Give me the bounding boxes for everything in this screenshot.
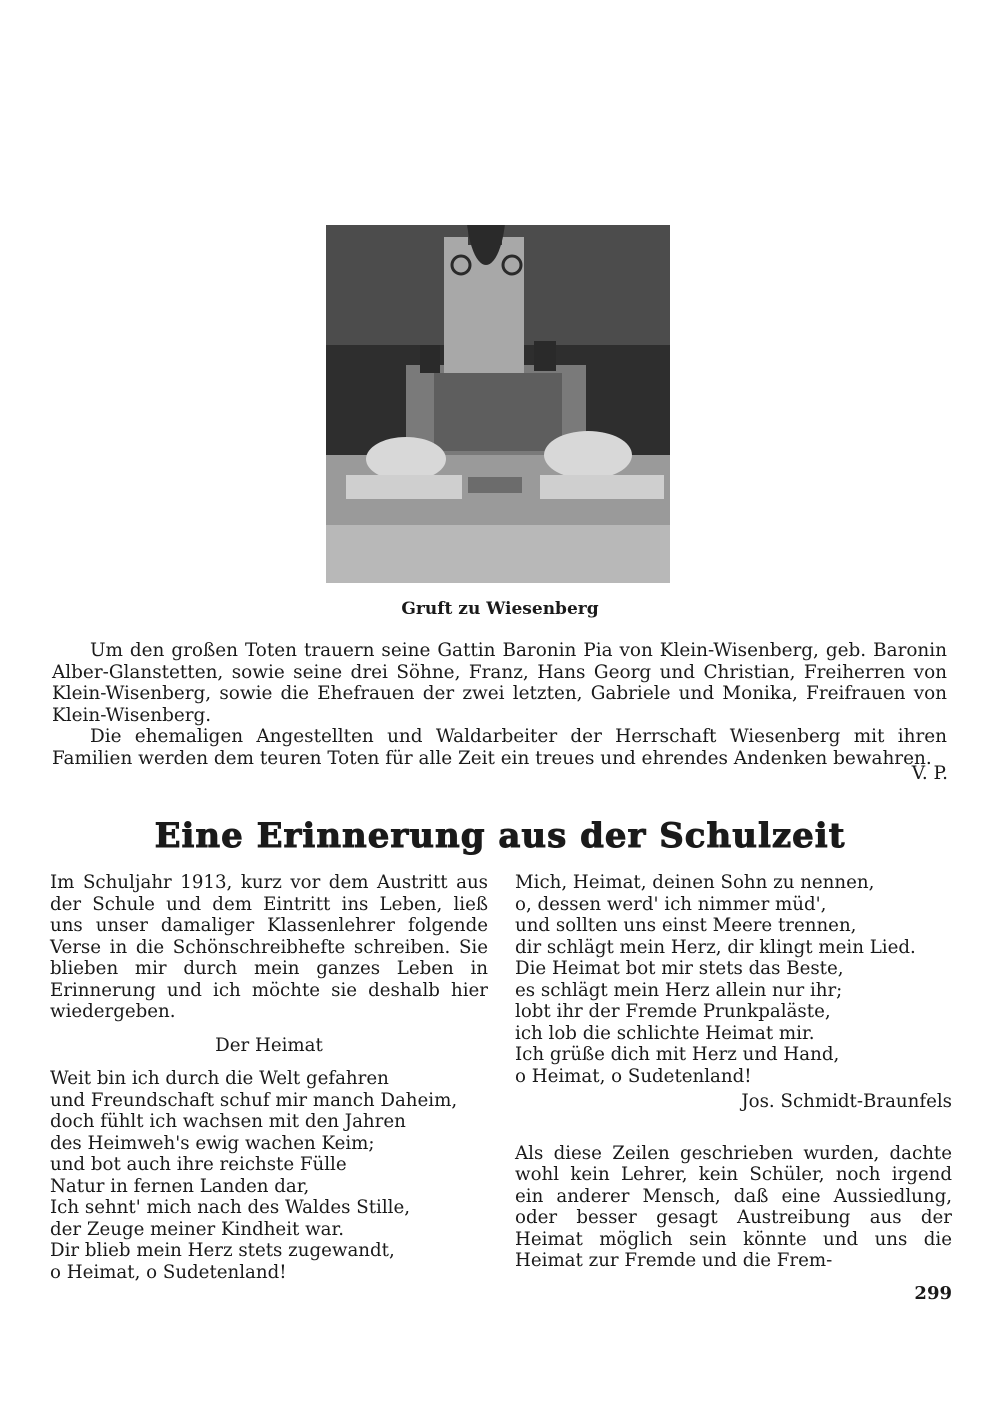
obituary-paragraph-1: Um den großen Toten trauern seine Gattin Baronin Pia von Klein-Wisenberg, geb. Baronin Alber-Glanstetten, sowie seine drei Söhne, Franz, Hans Georg und Christian, Freiherren von Klein-Wisenberg, sowie die Ehefrauen der zwei letzten, Gabriele und Monika, Freifrauen von Klein-Wisenberg.: [52, 640, 947, 726]
article-closing: Als diese Zeilen geschrieben wurden, dachte wohl kein Lehrer, kein Schüler, noch irgend ein anderer Mensch, daß eine Aussiedlung, oder besser gesagt Austreibung aus der Heimat möglich sein könnte und uns die Heimat zur Fremde und die Frem-: [515, 1142, 952, 1271]
poem-line: lobt ihr der Fremde Prunkpaläste,: [515, 1001, 831, 1022]
poem-line: des Heimweh's ewig wachen Keim;: [50, 1132, 375, 1154]
poem-line: Ich sehnt' mich nach des Waldes Stille,: [50, 1197, 411, 1218]
article-left-column: [50, 872, 488, 1283]
poem-line: der Zeuge meiner Kindheit war.: [50, 1218, 344, 1240]
poem-line: Dir blieb mein Herz stets zugewandt,: [50, 1240, 395, 1261]
article-right-column: [515, 872, 952, 1272]
poem-line: und bot auch ihre reichste Fülle: [50, 1154, 347, 1175]
poem-line: Mich, Heimat, deinen Sohn zu nennen,: [515, 872, 875, 893]
obituary-signature: V. P.: [911, 763, 948, 784]
poem-line: Weit bin ich durch die Welt gefahren: [50, 1068, 389, 1089]
poem-line: ich lob die schlichte Heimat mir.: [515, 1022, 815, 1044]
poem-line: dir schlägt mein Herz, dir klingt mein Lied.: [515, 936, 916, 958]
poem-stanza-1: [50, 1068, 488, 1283]
poem-line: und Freundschaft schuf mir manch Daheim,: [50, 1089, 458, 1111]
crypt-photo-icon: [326, 225, 670, 583]
poem-line: Die Heimat bot mir stets das Beste,: [515, 958, 844, 979]
article-intro: Im Schuljahr 1913, kurz vor dem Austritt aus der Schule und dem Eintritt ins Leben, ließ uns unser damaliger Klassenlehrer folgende Verse in die Schönschreibhefte schreiben. Sie blieben mir durch mein ganzes Leben in Erinnerung und ich möchte sie deshalb hier wiedergeben.: [50, 872, 488, 1022]
poem-line: doch fühlt ich wachsen mit den Jahren: [50, 1111, 406, 1132]
obituary-paragraph-2: Die ehemaligen Angestellten und Waldarbeiter der Herrschaft Wiesenberg mit ihren Familien werden dem teuren Toten für alle Zeit ein treues und ehrendes Andenken bewahren.: [52, 726, 947, 769]
poem-line: Natur in fernen Landen dar,: [50, 1175, 310, 1197]
poem-line: o Heimat, o Sudetenland!: [515, 1065, 752, 1087]
article-title: Eine Erinnerung aus der Schulzeit: [154, 816, 846, 856]
poem-title: Der Heimat: [215, 1034, 323, 1056]
poem-line: Ich grüße dich mit Herz und Hand,: [515, 1044, 840, 1065]
photo-caption: Gruft zu Wiesenberg: [401, 599, 599, 619]
poem-line: o, dessen werd' ich nimmer müd',: [515, 893, 827, 915]
poem-stanza-2: [515, 872, 952, 1087]
crypt-photo: [326, 225, 670, 583]
poem-line: o Heimat, o Sudetenland!: [50, 1261, 287, 1283]
poem-line: es schlägt mein Herz allein nur ihr;: [515, 979, 843, 1001]
obituary-text: [52, 640, 947, 769]
page-number: 299: [914, 1283, 952, 1304]
poem-author: Jos. Schmidt-Braunfels: [741, 1091, 952, 1112]
poem-line: und sollten uns einst Meere trennen,: [515, 915, 857, 936]
